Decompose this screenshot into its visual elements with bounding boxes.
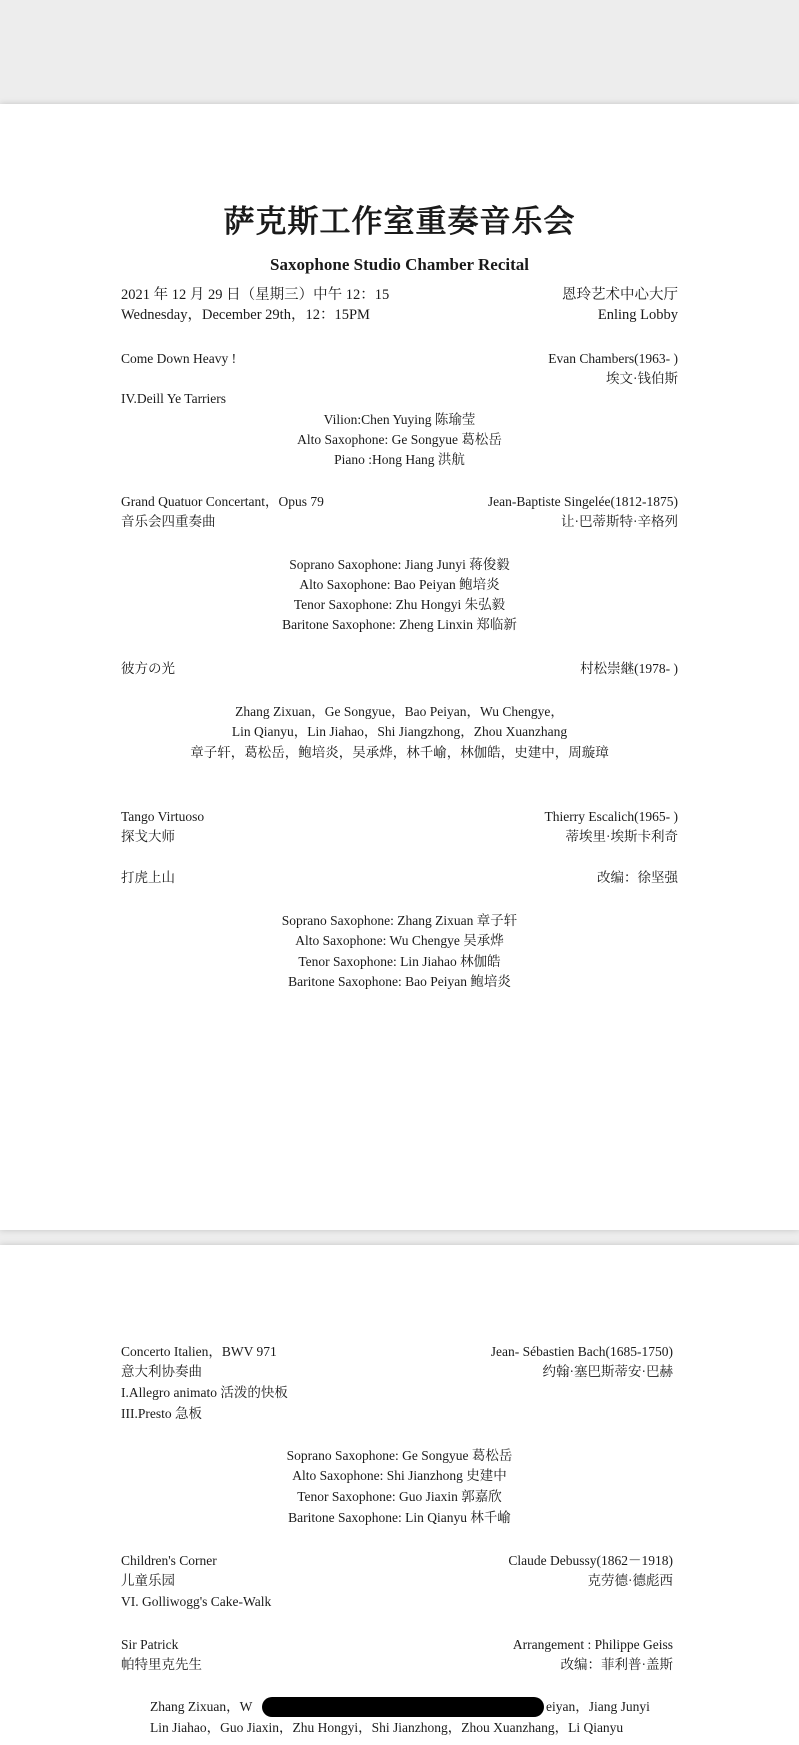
piece-title-cn: 意大利协奏曲 (121, 1364, 202, 1379)
performer-line: Alto Saxophone: Ge Songyue 葛松岳 (297, 432, 502, 447)
composer-cn: 埃文·钱伯斯 (606, 371, 678, 386)
performer-line: Soprano Saxophone: Ge Songyue 葛松岳 (286, 1448, 513, 1463)
piece-title-cn: 音乐会四重奏曲 (121, 514, 216, 529)
performer-line: Lin Jiahao，Guo Jiaxin，Zhu Hongyi，Shi Jianzhong，Zhou Xuanzhang，Li Qianyu (150, 1720, 624, 1735)
piece-title-cn: 探戈大师 (121, 829, 175, 844)
performer-line: Soprano Saxophone: Jiang Junyi 蒋俊毅 (289, 557, 510, 572)
performer-line: Piano :Hong Hang 洪航 (334, 452, 465, 467)
concert-title-en: Saxophone Studio Chamber Recital (270, 255, 529, 274)
performer-line: Baritone Saxophone: Lin Qianyu 林千崳 (288, 1510, 511, 1525)
piece-title-en: Concerto Italien，BWV 971 (121, 1344, 277, 1359)
performer-line: 章子轩，葛松岳，鲍培炎，吴承烨，林千崳，林伽皓，史建中，周璇璋 (190, 745, 609, 760)
performer-line: Baritone Saxophone: Zheng Linxin 郑临新 (282, 617, 517, 632)
piece-title: 打虎上山 (121, 870, 175, 885)
piece-title-en: Tango Virtuoso (121, 809, 205, 824)
movement: IV.Deill Ye Tarriers (121, 391, 227, 406)
composer-cn: 克劳德·德彪西 (587, 1573, 673, 1588)
performer-line: Lin Qianyu，Lin Jiahao，Shi Jiangzhong，Zhou Xuanzhang (231, 724, 568, 739)
redaction-bar (262, 1697, 544, 1717)
performer-line: Tenor Saxophone: Zhu Hongyi 朱弘毅 (293, 597, 506, 612)
piece-title: 彼方の光 (121, 661, 175, 676)
piece-title-cn: 帕特里克先生 (121, 1657, 202, 1672)
arranger: 改编：徐坚强 (597, 870, 678, 885)
performer-line: Baritone Saxophone: Bao Peiyan 鲍培炎 (288, 974, 511, 989)
performer-line: Soprano Saxophone: Zhang Zixuan 章子轩 (281, 913, 518, 928)
movement: I.Allegro animato 活泼的快板 (121, 1385, 288, 1400)
piece-title-en: Grand Quatuor Concertant，Opus 79 (121, 494, 324, 509)
arranger-en: Arrangement : Philippe Geiss (512, 1637, 673, 1652)
performer-line: Alto Saxophone: Wu Chengye 吴承烨 (295, 933, 504, 948)
performer-line: Tenor Saxophone: Lin Jiahao 林伽皓 (298, 954, 501, 969)
composer: 村松崇継(1978- ) (580, 661, 678, 676)
concert-date-cn: 2021 年 12 月 29 日（星期三）中午 12：15 (121, 287, 390, 303)
program-page-1 (0, 104, 799, 1230)
performer-line: Zhang Zixuan，Ge Songyue，Bao Peiyan，Wu Chengye， (235, 704, 564, 719)
composer-cn: 约翰·塞巴斯蒂安·巴赫 (542, 1364, 673, 1379)
performer-line: Alto Saxophone: Shi Jianzhong 史建中 (292, 1468, 507, 1483)
composer-en: Evan Chambers(1963- ) (548, 351, 678, 366)
composer-en: Thierry Escalich(1965- ) (544, 809, 678, 824)
composer-cn: 让·巴蒂斯特·辛格列 (561, 514, 678, 529)
piece-title-cn: 儿童乐园 (121, 1573, 175, 1588)
arranger-cn: 改编：菲利普·盖斯 (560, 1657, 673, 1672)
performer-line-left: Zhang Zixuan，W (150, 1699, 253, 1714)
composer-en: Claude Debussy(1862－1918) (508, 1553, 673, 1568)
movement: VI. Golliwogg's Cake-Walk (121, 1594, 272, 1609)
piece-title-en: Children's Corner (121, 1553, 217, 1568)
composer-en: Jean- Sébastien Bach(1685-1750) (490, 1344, 673, 1359)
concert-title-cn: 萨克斯工作室重奏音乐会 (223, 204, 576, 239)
piece-title: Come Down Heavy ! (121, 351, 237, 366)
program-page-2 (0, 1245, 799, 1745)
movement: III.Presto 急板 (121, 1406, 202, 1421)
composer-cn: 蒂埃里·埃斯卡利奇 (565, 829, 678, 844)
venue-cn: 恩玲艺术中心大厅 (562, 287, 678, 303)
performer-line-right: eiyan，Jiang Junyi (546, 1699, 650, 1714)
composer-en: Jean-Baptiste Singelée(1812-1875) (487, 494, 678, 509)
piece-title-en: Sir Patrick (121, 1637, 179, 1652)
venue-en: Enling Lobby (597, 307, 678, 323)
performer-line: Vilion:Chen Yuying 陈瑜莹 (323, 412, 476, 427)
performer-line: Tenor Saxophone: Guo Jiaxin 郭嘉欣 (297, 1489, 502, 1504)
performer-line: Alto Saxophone: Bao Peiyan 鲍培炎 (299, 577, 500, 592)
concert-date-en: Wednesday，December 29th，12：15PM (121, 307, 370, 323)
